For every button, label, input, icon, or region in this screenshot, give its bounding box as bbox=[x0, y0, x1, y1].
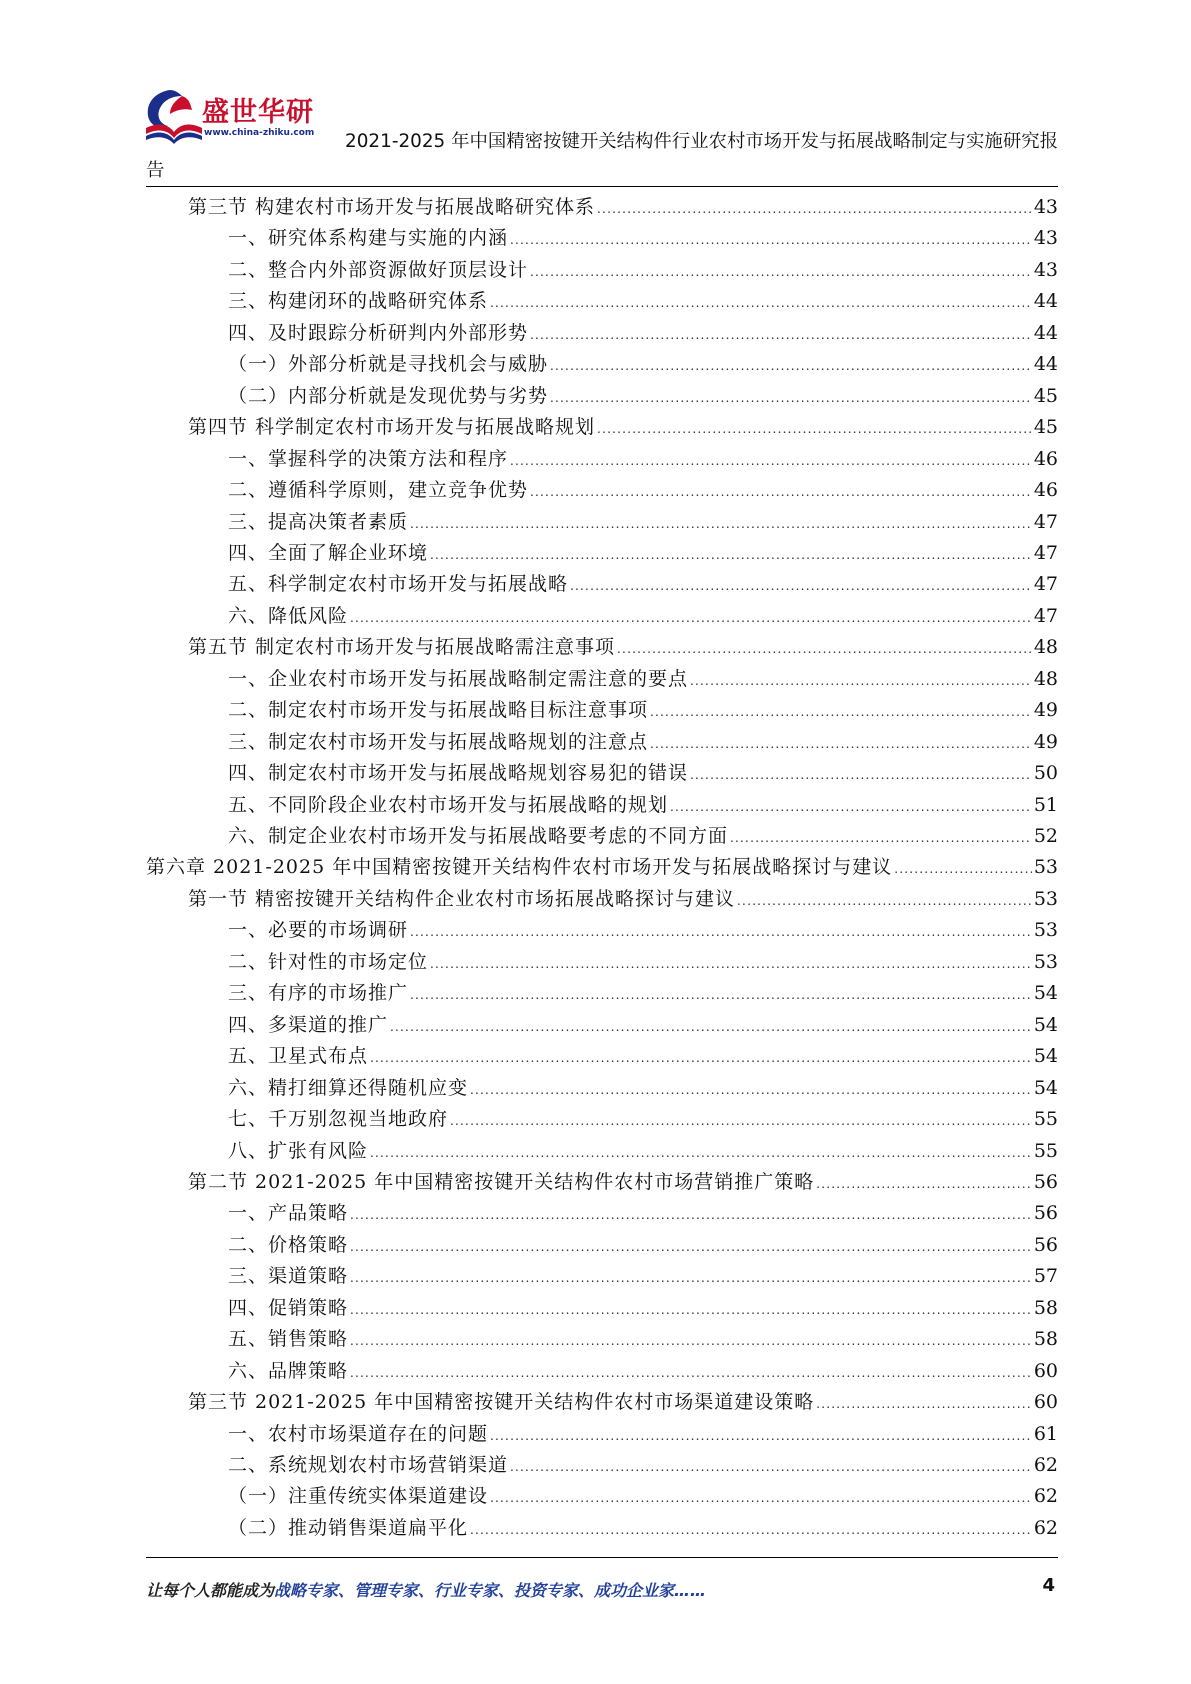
toc-entry-page: 48 bbox=[1033, 636, 1058, 658]
toc-dot-leader bbox=[510, 451, 1032, 471]
toc-dot-leader bbox=[470, 1080, 1032, 1100]
toc-dot-leader bbox=[350, 1205, 1032, 1225]
toc-entry[interactable] bbox=[228, 1101, 1058, 1131]
toc-dot-leader bbox=[370, 1048, 1032, 1068]
toc-entry-page: 62 bbox=[1033, 1454, 1058, 1476]
toc-entry[interactable] bbox=[146, 849, 1058, 879]
toc-dot-leader bbox=[410, 985, 1032, 1005]
toc-entry-title: 七、千万别忽视当地政府 bbox=[228, 1108, 449, 1130]
toc-entry-page: 53 bbox=[1033, 951, 1058, 973]
brand-name: 盛世华研 bbox=[202, 97, 314, 128]
toc-entry-page: 57 bbox=[1033, 1265, 1058, 1287]
toc-dot-leader bbox=[410, 514, 1032, 534]
toc-entry[interactable] bbox=[228, 566, 1058, 596]
toc-entry[interactable] bbox=[228, 818, 1058, 848]
toc-entry-title: 四、促销策略 bbox=[228, 1297, 349, 1319]
toc-entry-title: （一）注重传统实体渠道建设 bbox=[228, 1485, 489, 1507]
toc-entry[interactable] bbox=[188, 189, 1058, 219]
toc-dot-leader bbox=[430, 954, 1032, 974]
toc-entry[interactable] bbox=[228, 787, 1058, 817]
toc-entry-page: 53 bbox=[1033, 888, 1058, 910]
toc-dot-leader bbox=[650, 702, 1032, 722]
toc-entry-page: 49 bbox=[1033, 699, 1058, 721]
toc-entry[interactable] bbox=[228, 1321, 1058, 1351]
toc-entry[interactable] bbox=[228, 441, 1058, 471]
toc-entry[interactable] bbox=[228, 1478, 1058, 1508]
toc-entry-page: 56 bbox=[1033, 1171, 1058, 1193]
brand-url: www.china-zhiku.com bbox=[204, 128, 315, 138]
toc-entry[interactable] bbox=[228, 1447, 1058, 1477]
toc-entry-title: 第三节 构建农村市场开发与拓展战略研究体系 bbox=[188, 196, 596, 218]
toc-entry-page: 52 bbox=[1033, 825, 1058, 847]
report-title: 2021-2025 年中国精密按键开关结构件行业农村市场开发与拓展战略制定与实施研究报 bbox=[345, 131, 1058, 152]
toc-entry-page: 49 bbox=[1033, 731, 1058, 753]
toc-dot-leader bbox=[350, 608, 1032, 628]
toc-dot-leader bbox=[470, 1520, 1032, 1540]
toc-entry[interactable] bbox=[228, 692, 1058, 722]
toc-entry-page: 47 bbox=[1033, 573, 1058, 595]
toc-entry-title: 四、全面了解企业环境 bbox=[228, 542, 429, 564]
toc-entry[interactable] bbox=[228, 535, 1058, 565]
toc-dot-leader bbox=[510, 230, 1032, 250]
toc-entry-title: 一、产品策略 bbox=[228, 1202, 349, 1224]
toc-dot-leader bbox=[490, 1426, 1032, 1446]
toc-dot-leader bbox=[450, 1111, 1032, 1131]
toc-dot-leader bbox=[597, 419, 1032, 439]
toc-entry-page: 44 bbox=[1033, 322, 1058, 344]
toc-entry[interactable] bbox=[228, 252, 1058, 282]
toc-entry-page: 53 bbox=[1033, 919, 1058, 941]
toc-entry-page: 53 bbox=[1033, 856, 1058, 878]
toc-entry[interactable] bbox=[228, 1038, 1058, 1068]
toc-entry[interactable] bbox=[228, 283, 1058, 313]
toc-dot-leader bbox=[816, 1174, 1032, 1194]
toc-entry-title: 二、制定农村市场开发与拓展战略目标注意事项 bbox=[228, 699, 649, 721]
toc-entry[interactable] bbox=[228, 755, 1058, 785]
toc-entry-page: 61 bbox=[1033, 1423, 1058, 1445]
toc-entry[interactable] bbox=[228, 1416, 1058, 1446]
toc-entry-page: 43 bbox=[1033, 227, 1058, 249]
toc-entry-page: 58 bbox=[1033, 1297, 1058, 1319]
toc-entry-page: 55 bbox=[1033, 1108, 1058, 1130]
toc-entry-title: 六、精打细算还得随机应变 bbox=[228, 1077, 469, 1099]
toc-entry-title: 二、针对性的市场定位 bbox=[228, 951, 429, 973]
toc-entry[interactable] bbox=[228, 724, 1058, 754]
toc-entry-title: 一、农村市场渠道存在的问题 bbox=[228, 1423, 489, 1445]
toc-entry[interactable] bbox=[228, 1258, 1058, 1288]
page-number: 4 bbox=[1042, 1575, 1055, 1596]
toc-entry-title: 三、构建闭环的战略研究体系 bbox=[228, 290, 489, 312]
toc-dot-leader bbox=[690, 765, 1032, 785]
toc-entry-title: 第五节 制定农村市场开发与拓展战略需注意事项 bbox=[188, 636, 616, 658]
toc-entry[interactable] bbox=[188, 1384, 1058, 1414]
toc-entry[interactable] bbox=[228, 1353, 1058, 1383]
toc-entry[interactable] bbox=[228, 598, 1058, 628]
toc-dot-leader bbox=[410, 922, 1032, 942]
toc-entry[interactable] bbox=[228, 378, 1058, 408]
toc-entry-title: 第二节 2021-2025 年中国精密按键开关结构件农村市场营销推广策略 bbox=[188, 1171, 815, 1193]
toc-entry-page: 54 bbox=[1033, 1014, 1058, 1036]
toc-entry-title: 一、企业农村市场开发与拓展战略制定需注意的要点 bbox=[228, 668, 689, 690]
toc-entry-title: （二）内部分析就是发现优势与劣势 bbox=[228, 385, 549, 407]
toc-dot-leader bbox=[550, 388, 1032, 408]
toc-entry-page: 54 bbox=[1033, 982, 1058, 1004]
toc-entry-title: 二、价格策略 bbox=[228, 1234, 349, 1256]
toc-entry[interactable] bbox=[228, 944, 1058, 974]
toc-entry-title: 三、制定农村市场开发与拓展战略规划的注意点 bbox=[228, 731, 649, 753]
toc-entry-page: 44 bbox=[1033, 353, 1058, 375]
toc-entry-page: 62 bbox=[1033, 1517, 1058, 1539]
toc-entry-title: （二）推动销售渠道扁平化 bbox=[228, 1517, 469, 1539]
toc-dot-leader bbox=[510, 1457, 1032, 1477]
page-header bbox=[0, 0, 1191, 200]
toc-dot-leader bbox=[530, 325, 1032, 345]
toc-entry-page: 56 bbox=[1033, 1234, 1058, 1256]
toc-entry-title: 六、制定企业农村市场开发与拓展战略要考虑的不同方面 bbox=[228, 825, 729, 847]
toc-entry-title: 第一节 精密按键开关结构件企业农村市场拓展战略探讨与建议 bbox=[188, 888, 736, 910]
toc-entry-page: 55 bbox=[1033, 1140, 1058, 1162]
toc-dot-leader bbox=[350, 1331, 1032, 1351]
toc-entry[interactable] bbox=[228, 1070, 1058, 1100]
toc-entry-title: 三、渠道策略 bbox=[228, 1265, 349, 1287]
toc-entry-page: 48 bbox=[1033, 668, 1058, 690]
toc-entry-page: 62 bbox=[1033, 1485, 1058, 1507]
toc-dot-leader bbox=[390, 1017, 1032, 1037]
toc-entry-page: 47 bbox=[1033, 605, 1058, 627]
toc-entry-page: 47 bbox=[1033, 511, 1058, 533]
toc-entry-title: 二、系统规划农村市场营销渠道 bbox=[228, 1454, 509, 1476]
toc-dot-leader bbox=[530, 482, 1032, 502]
footer-slogan bbox=[146, 1578, 706, 1601]
toc-entry-title: 六、降低风险 bbox=[228, 605, 349, 627]
toc-entry-page: 47 bbox=[1033, 542, 1058, 564]
toc-dot-leader bbox=[370, 1143, 1032, 1163]
toc-dot-leader bbox=[670, 797, 1032, 817]
toc-entry[interactable] bbox=[228, 912, 1058, 942]
slogan-highlight: 战略专家、管理专家、行业专家、投资专家、成功企业家…… bbox=[274, 1581, 707, 1600]
toc-dot-leader bbox=[350, 1268, 1032, 1288]
toc-entry[interactable] bbox=[188, 1164, 1058, 1194]
slogan-prefix: 让每个人都能成为 bbox=[146, 1581, 275, 1600]
toc-entry-page: 58 bbox=[1033, 1328, 1058, 1350]
toc-entry-title: 三、有序的市场推广 bbox=[228, 982, 409, 1004]
toc-entry[interactable] bbox=[228, 1510, 1058, 1540]
toc-entry-title: 四、制定农村市场开发与拓展战略规划容易犯的错误 bbox=[228, 762, 689, 784]
toc-entry[interactable] bbox=[228, 1227, 1058, 1257]
toc-entry[interactable] bbox=[228, 1007, 1058, 1037]
toc-entry[interactable] bbox=[228, 346, 1058, 376]
toc-dot-leader bbox=[350, 1237, 1032, 1257]
toc-dot-leader bbox=[430, 545, 1032, 565]
toc-entry[interactable] bbox=[228, 1133, 1058, 1163]
toc-entry-title: 一、必要的市场调研 bbox=[228, 919, 409, 941]
toc-entry[interactable] bbox=[228, 975, 1058, 1005]
toc-entry-title: 六、品牌策略 bbox=[228, 1360, 349, 1382]
toc-dot-leader bbox=[490, 1488, 1032, 1508]
toc-entry[interactable] bbox=[228, 661, 1058, 691]
toc-entry-page: 60 bbox=[1033, 1360, 1058, 1382]
footer-divider bbox=[146, 1557, 1058, 1558]
toc-entry[interactable] bbox=[188, 409, 1058, 439]
toc-dot-leader bbox=[816, 1394, 1032, 1414]
toc-dot-leader bbox=[490, 293, 1032, 313]
toc-dot-leader bbox=[570, 576, 1032, 596]
toc-entry-title: 八、扩张有风险 bbox=[228, 1140, 369, 1162]
toc-entry-page: 56 bbox=[1033, 1202, 1058, 1224]
toc-entry-page: 50 bbox=[1033, 762, 1058, 784]
toc-entry-title: 第六章 2021-2025 年中国精密按键开关结构件农村市场开发与拓展战略探讨与建议 bbox=[146, 856, 893, 878]
toc-entry[interactable] bbox=[188, 629, 1058, 659]
toc-entry-page: 43 bbox=[1033, 259, 1058, 281]
header-divider bbox=[146, 186, 1058, 187]
toc-entry[interactable] bbox=[228, 220, 1058, 250]
toc-entry[interactable] bbox=[228, 472, 1058, 502]
toc-dot-leader bbox=[894, 859, 1032, 879]
toc-entry-title: 三、提高决策者素质 bbox=[228, 511, 409, 533]
toc-entry-page: 45 bbox=[1033, 385, 1058, 407]
toc-entry[interactable] bbox=[228, 1290, 1058, 1320]
toc-entry-title: 五、销售策略 bbox=[228, 1328, 349, 1350]
toc-entry-title: 五、科学制定农村市场开发与拓展战略 bbox=[228, 573, 569, 595]
toc-entry[interactable] bbox=[228, 504, 1058, 534]
toc-entry-page: 60 bbox=[1033, 1391, 1058, 1413]
toc-entry-page: 46 bbox=[1033, 479, 1058, 501]
toc-entry-title: 一、掌握科学的决策方法和程序 bbox=[228, 448, 509, 470]
toc-entry-title: 四、多渠道的推广 bbox=[228, 1014, 389, 1036]
toc-entry-title: （一）外部分析就是寻找机会与威胁 bbox=[228, 353, 549, 375]
toc-dot-leader bbox=[530, 262, 1032, 282]
toc-entry-title: 五、卫星式布点 bbox=[228, 1045, 369, 1067]
toc-entry-page: 54 bbox=[1033, 1045, 1058, 1067]
toc-entry[interactable] bbox=[228, 315, 1058, 345]
report-title-continuation: 告 bbox=[146, 160, 165, 181]
toc-dot-leader bbox=[597, 199, 1032, 219]
toc-dot-leader bbox=[550, 356, 1032, 376]
toc-entry-page: 44 bbox=[1033, 290, 1058, 312]
toc-entry-page: 46 bbox=[1033, 448, 1058, 470]
toc-entry-title: 第四节 科学制定农村市场开发与拓展战略规划 bbox=[188, 416, 596, 438]
toc-dot-leader bbox=[650, 734, 1032, 754]
toc-dot-leader bbox=[730, 828, 1032, 848]
toc-entry-title: 一、研究体系构建与实施的内涵 bbox=[228, 227, 509, 249]
toc-entry-title: 第三节 2021-2025 年中国精密按键开关结构件农村市场渠道建设策略 bbox=[188, 1391, 815, 1413]
toc-dot-leader bbox=[690, 671, 1032, 691]
toc-entry-title: 二、整合内外部资源做好顶层设计 bbox=[228, 259, 529, 281]
toc-entry-title: 五、不同阶段企业农村市场开发与拓展战略的规划 bbox=[228, 794, 669, 816]
toc-entry-page: 45 bbox=[1033, 416, 1058, 438]
toc-entry-page: 43 bbox=[1033, 196, 1058, 218]
toc-entry-title: 二、遵循科学原则，建立竞争优势 bbox=[228, 479, 529, 501]
toc-dot-leader bbox=[617, 639, 1032, 659]
toc-entry[interactable] bbox=[188, 881, 1058, 911]
toc-entry-page: 54 bbox=[1033, 1077, 1058, 1099]
toc-entry-page: 51 bbox=[1033, 794, 1058, 816]
toc-dot-leader bbox=[350, 1300, 1032, 1320]
toc-dot-leader bbox=[350, 1363, 1032, 1383]
toc-dot-leader bbox=[737, 891, 1032, 911]
toc-entry[interactable] bbox=[228, 1195, 1058, 1225]
toc-entry-title: 四、及时跟踪分析研判内外部形势 bbox=[228, 322, 529, 344]
